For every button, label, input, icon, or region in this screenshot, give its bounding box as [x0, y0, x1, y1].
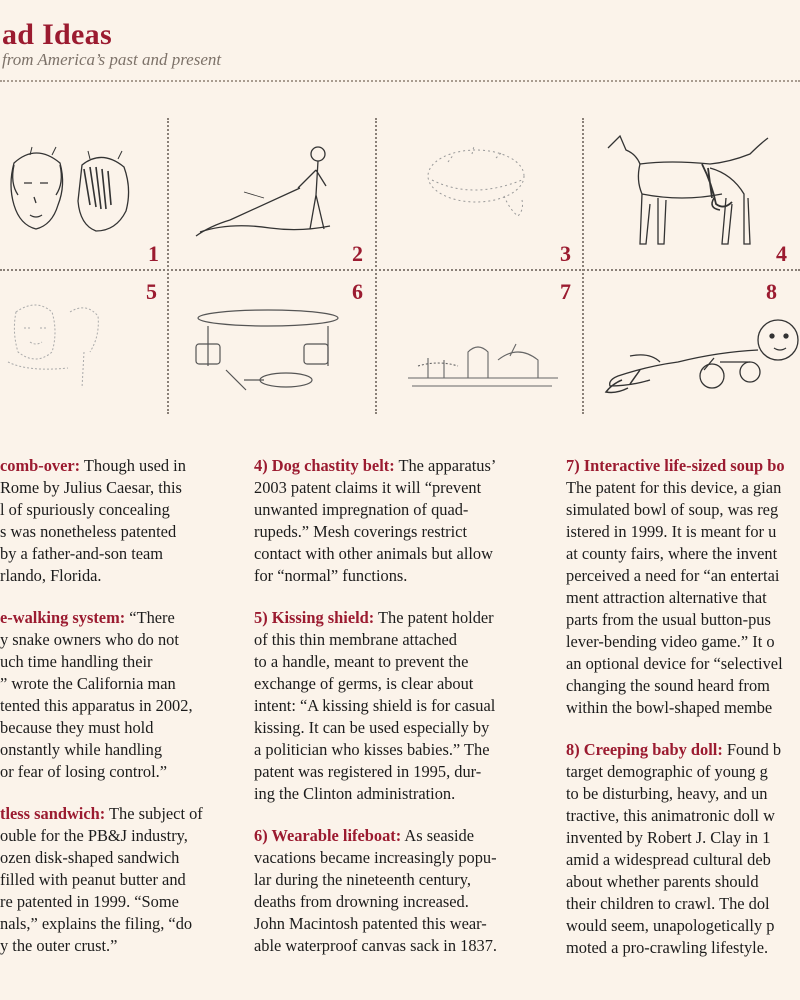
article-line: ” wrote the California man [0, 674, 176, 693]
article-line: about whether parents should [566, 872, 759, 891]
article-soup-bowl [566, 455, 800, 719]
article-line: vacations became increasingly popu- [254, 848, 497, 867]
article-line: deaths from drowning increased. [254, 892, 469, 911]
article-line: lar during the nineteenth century, [254, 870, 471, 889]
article-line: simulated bowl of soup, was reg [566, 500, 779, 519]
grid-divider-vertical [167, 118, 169, 414]
figure-number-4: 4 [776, 241, 787, 266]
article-heading: 7) Interactive life-sized soup bo [566, 456, 785, 475]
figure-number-8: 8 [766, 279, 777, 304]
article-line: because they must hold [0, 718, 154, 737]
article-line [0, 803, 203, 825]
wearable-lifeboat-illustration [186, 300, 356, 400]
article-line: would seem, unapologetically p [566, 916, 775, 935]
snake-walking-illustration [190, 140, 360, 245]
figure-number-6: 6 [352, 279, 363, 304]
article-line: ment attraction alternative that [566, 588, 767, 607]
grid-divider-horizontal [0, 269, 800, 271]
article-line: changing the sound heard from [566, 676, 770, 695]
figure-number-1: 1 [148, 241, 159, 266]
grid-divider-vertical [582, 118, 584, 414]
article-line: perceived a need for “an entertai [566, 566, 780, 585]
article-line: able waterproof canvas sack in 1837. [254, 936, 498, 955]
article-heading: 4) Dog chastity belt: [254, 456, 395, 475]
header-divider [0, 80, 800, 82]
article-column-middle [254, 455, 497, 977]
article-line: onstantly while handling [0, 740, 163, 759]
dog-chastity-belt-illustration [598, 128, 788, 253]
article-line: y the outer crust.” [0, 936, 118, 955]
article-line: rupeds.” Mesh coverings restrict [254, 522, 468, 541]
article-line: invented by Robert J. Clay in 1 [566, 828, 771, 847]
article-snake-walking [0, 607, 203, 783]
article-line: to a handle, meant to prevent the [254, 652, 469, 671]
article-line: parts from the usual button-pus [566, 610, 771, 629]
article-line: ing the Clinton administration. [254, 784, 456, 803]
article-line: ozen disk-shaped sandwich [0, 848, 180, 867]
article-text: The apparatus’ [394, 456, 497, 475]
article-line: ouble for the PB&J industry, [0, 826, 188, 845]
article-line: kissing. It can be used especially by [254, 718, 490, 737]
article-line: s was nonetheless patented [0, 522, 177, 541]
article-line: l of spuriously concealing [0, 500, 170, 519]
article-heading: 5) Kissing shield: [254, 608, 375, 627]
article-line: filled with peanut butter and [0, 870, 186, 889]
article-line: tented this apparatus in 2002, [0, 696, 193, 715]
article-line [0, 607, 203, 629]
article-heading: e-walking system: [0, 608, 126, 627]
figure-number-3: 3 [560, 241, 571, 266]
article-line: within the bowl-shaped membe [566, 698, 773, 717]
crustless-sandwich-illustration [412, 140, 552, 235]
article-column-right [566, 455, 800, 979]
article-text: The subject of [105, 804, 203, 823]
article-text: “There [125, 608, 175, 627]
article-line: amid a widespread cultural deb [566, 850, 771, 869]
article-line: tractive, this animatronic doll w [566, 806, 775, 825]
article-heading-line [566, 455, 800, 477]
article-line: by a father-and-son team [0, 544, 164, 563]
article-text: As seaside [401, 826, 475, 845]
article-line: intent: “A kissing shield is for casual [254, 696, 496, 715]
article-line: 2003 patent claims it will “prevent [254, 478, 482, 497]
article-line: lever-bending video game.” It o [566, 632, 775, 651]
article-heading: 8) Creeping baby doll: [566, 740, 723, 759]
article-line: y snake owners who do not [0, 630, 179, 649]
article-text: The patent holder [374, 608, 494, 627]
soup-bowl-illustration [398, 320, 568, 400]
article-line: contact with other animals but allow [254, 544, 493, 563]
article-line: patent was registered in 1995, dur- [254, 762, 482, 781]
article-line: or fear of losing control.” [0, 762, 168, 781]
article-text: Though used in [80, 456, 186, 475]
article-heading: tless sandwich: [0, 804, 106, 823]
article-crustless-sandwich [0, 803, 203, 957]
article-line [0, 455, 203, 477]
figure-number-2: 2 [352, 241, 363, 266]
article-line [566, 739, 800, 761]
article-dog-chastity-belt [254, 455, 497, 587]
kissing-shield-illustration [0, 292, 150, 397]
article-line: their children to crawl. The dol [566, 894, 770, 913]
article-kissing-shield [254, 607, 497, 805]
article-line: a politician who kisses babies.” The [254, 740, 490, 759]
article-line: re patented in 1999. “Some [0, 892, 179, 911]
article-line: moted a pro-crawling lifestyle. [566, 938, 769, 957]
article-heading: 6) Wearable lifeboat: [254, 826, 402, 845]
creeping-baby-doll-illustration [600, 310, 800, 400]
article-line: John Macintosh patented this wear- [254, 914, 487, 933]
article-line: target demographic of young g [566, 762, 768, 781]
article-wearable-lifeboat [254, 825, 497, 957]
article-comb-over [0, 455, 203, 587]
article-line: istered in 1999. It is meant for u [566, 522, 777, 541]
article-line: Rome by Julius Caesar, this [0, 478, 182, 497]
article-line: nals,” explains the filing, “do [0, 914, 193, 933]
figure-number-5: 5 [146, 279, 157, 304]
article-column-left [0, 455, 203, 977]
article-heading: comb-over: [0, 456, 81, 475]
article-line: at county fairs, where the invent [566, 544, 778, 563]
article-line [254, 455, 497, 477]
article-line: for “normal” functions. [254, 566, 408, 585]
grid-divider-vertical [375, 118, 377, 414]
article-line: exchange of germs, is clear about [254, 674, 474, 693]
article-line: The patent for this device, a gian [566, 478, 782, 497]
article-line: unwanted impregnation of quad- [254, 500, 469, 519]
article-line: uch time handling their [0, 652, 153, 671]
page-title: ad Ideas [2, 18, 112, 51]
article-line [254, 825, 497, 847]
comb-over-illustration [0, 135, 160, 235]
article-creeping-baby-doll [566, 739, 800, 959]
article-line: an optional device for “selectivel [566, 654, 783, 673]
page-subtitle: from America’s past and present [2, 50, 222, 69]
article-line [254, 607, 497, 629]
article-text: Found b [722, 740, 782, 759]
article-line: rlando, Florida. [0, 566, 102, 585]
article-line: to be disturbing, heavy, and un [566, 784, 768, 803]
article-line: of this thin membrane attached [254, 630, 457, 649]
figure-number-7: 7 [560, 279, 571, 304]
